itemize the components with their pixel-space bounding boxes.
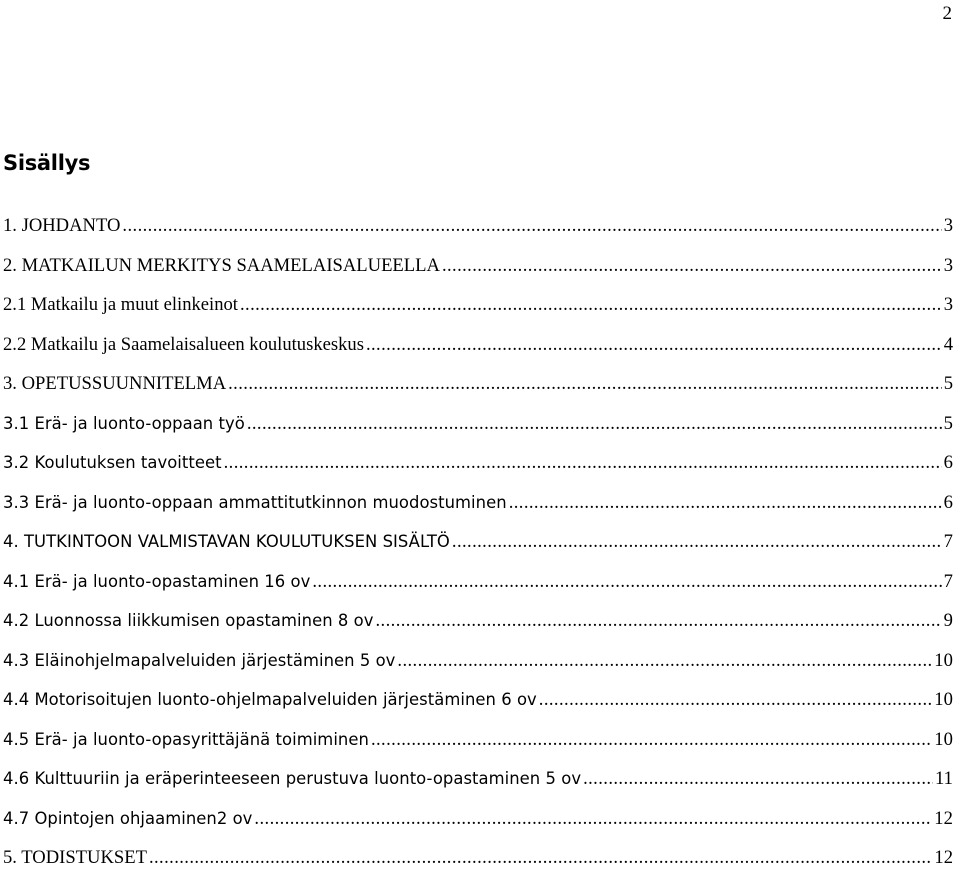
toc-dot-leader [366, 330, 942, 359]
toc-entry-label: 2.1 Matkailu ja muut elinkeinot [3, 294, 238, 315]
toc-dot-leader [149, 843, 932, 872]
toc-entry-page: 7 [943, 570, 953, 592]
toc-entry-page: 6 [943, 452, 953, 473]
toc-dot-leader [122, 211, 941, 240]
toc-entry[interactable] [3, 251, 953, 291]
toc-dot-leader [371, 725, 932, 754]
toc-entry-label: 4. TUTKINTOON VALMISTAVAN KOULUTUKSEN SISÄLTÖ [3, 532, 450, 551]
toc-entry[interactable] [3, 369, 953, 409]
toc-entry-page: 10 [934, 728, 953, 750]
toc-dot-leader [539, 685, 933, 714]
toc-entry-page: 9 [943, 610, 953, 631]
toc-dot-leader [376, 606, 942, 635]
toc-entry-page: 5 [943, 373, 953, 394]
toc-entry-page: 12 [934, 807, 953, 829]
toc-entry-label: 5. TODISTUKSET [3, 847, 147, 868]
toc-entry[interactable] [3, 527, 953, 567]
toc-entry[interactable] [3, 725, 953, 765]
toc-entry-label: 4.2 Luonnossa liikkumisen opastaminen 8 ov [3, 611, 374, 630]
toc-dot-leader [247, 409, 942, 438]
toc-entry-page: 12 [934, 847, 953, 868]
toc-entry[interactable] [3, 646, 953, 686]
toc-entry-label: 4.4 Motorisoitujen luonto-ohjelmapalveluiden järjestäminen 6 ov [3, 690, 537, 709]
toc-entry[interactable] [3, 764, 953, 804]
toc-dot-leader [509, 488, 942, 517]
toc-dot-leader [254, 804, 932, 833]
toc-entry-page: 11 [934, 768, 953, 789]
toc-dot-leader [583, 764, 933, 793]
toc-entry-label: 4.6 Kulttuuriin ja eräperinteeseen perustuva luonto-opastaminen 5 ov [3, 769, 582, 788]
page-number: 2 [942, 3, 952, 24]
toc-dot-leader [224, 448, 942, 477]
toc-dot-leader [312, 567, 941, 596]
toc-entry-page: 6 [943, 491, 953, 513]
toc-entry-page: 10 [934, 649, 953, 671]
toc-entry-page: 10 [934, 689, 953, 710]
toc-entry[interactable] [3, 448, 953, 488]
toc-entry-label: 3.1 Erä- ja luonto-oppaan työ [3, 413, 245, 433]
toc-entry[interactable] [3, 488, 953, 528]
toc-entry[interactable] [3, 567, 953, 607]
toc-entry[interactable] [3, 843, 953, 883]
toc-entry[interactable] [3, 290, 953, 330]
toc-entry-label: 2.2 Matkailu ja Saamelaisalueen koulutuskeskus [3, 333, 364, 355]
toc-dot-leader [397, 646, 932, 675]
toc-dot-leader [228, 369, 942, 398]
toc-entry-label: 1. JOHDANTO [3, 215, 121, 236]
toc-entry-page: 3 [943, 215, 953, 236]
toc-entry-label: 4.1 Erä- ja luonto-opastaminen 16 ov [3, 571, 311, 591]
toc-entry[interactable] [3, 606, 953, 646]
toc-entry[interactable] [3, 409, 953, 449]
toc-entry[interactable] [3, 330, 953, 370]
toc-entry-page: 3 [943, 254, 953, 276]
toc-entry-page: 5 [943, 412, 953, 434]
toc-entry-label: 2. MATKAILUN MERKITYS SAAMELAISALUEELLA [3, 254, 440, 276]
toc-entry-page: 3 [943, 294, 953, 315]
toc-entry-label: 3.3 Erä- ja luonto-oppaan ammattitutkinnon muodostuminen [3, 492, 507, 512]
toc-entry-label: 4.7 Opintojen ohjaaminen2 ov [3, 808, 253, 828]
toc-entry-label: 3.2 Koulutuksen tavoitteet [3, 453, 222, 472]
toc-entry-label: 4.5 Erä- ja luonto-opasyrittäjänä toimiminen [3, 729, 369, 749]
toc-entry-page: 7 [943, 531, 953, 552]
toc-dot-leader [442, 251, 942, 280]
toc-dot-leader [452, 527, 942, 556]
toc-entry-page: 4 [943, 333, 953, 355]
toc-dot-leader [240, 290, 942, 319]
toc-entry[interactable] [3, 804, 953, 844]
toc-entry[interactable] [3, 211, 953, 251]
toc-entry-label: 3. OPETUSSUUNNITELMA [3, 373, 227, 394]
table-of-contents [3, 211, 953, 883]
toc-entry[interactable] [3, 685, 953, 725]
toc-entry-label: 4.3 Eläinohjelmapalveluiden järjestäminen 5 ov [3, 650, 396, 670]
toc-title: Sisällys [3, 151, 91, 175]
